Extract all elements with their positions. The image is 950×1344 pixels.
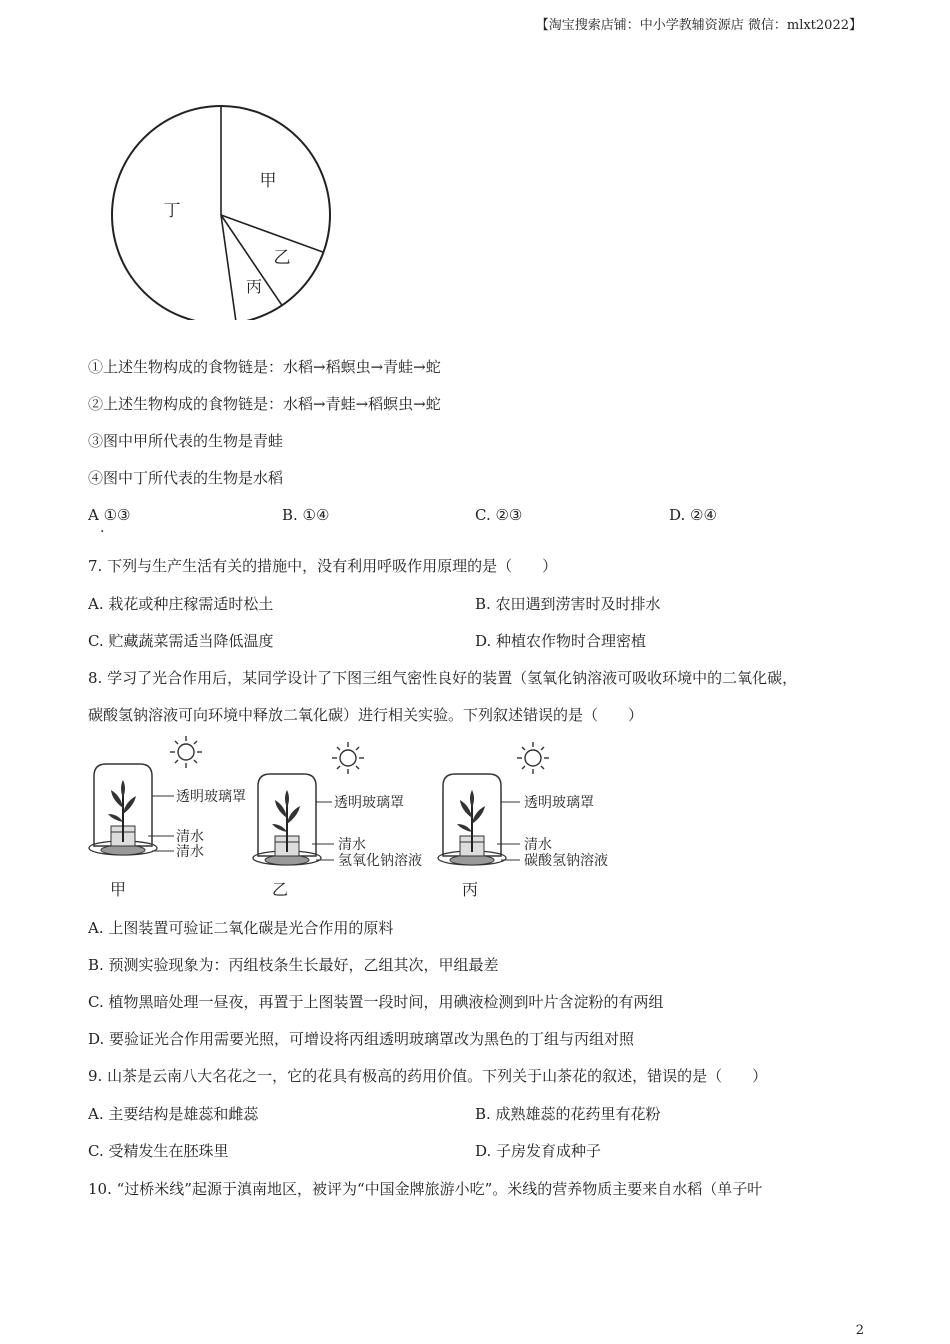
q8-option-c: C. 植物黑暗处理一昼夜，再置于上图装置一段时间，用碘液检测到叶片含淀粉的有两组: [88, 993, 664, 1011]
q6-option-c: C. ②③: [475, 506, 523, 524]
experiment-apparatus-figure: [88, 732, 648, 902]
fig-naoh-label-yi: 氢氧化钠溶液: [338, 853, 422, 869]
q8-option-b: B. 预测实验现象为：丙组枝条生长最好，乙组其次，甲组最差: [88, 956, 499, 974]
fig-water-label-bing: 清水: [524, 837, 552, 853]
q7-option-a: A. 栽花或种庄稼需适时松土: [88, 595, 274, 613]
q7-option-b: B. 农田遇到涝害时及时排水: [475, 595, 661, 613]
q6-option-b: B. ①④: [282, 506, 330, 524]
q9-stem: 9. 山茶是云南八大名花之一，它的花具有极高的药用价值。下列关于山茶花的叙述，错误的是（ ）: [88, 1067, 768, 1085]
page-number: 2: [855, 1323, 864, 1338]
q9-option-b: B. 成熟雄蕊的花药里有花粉: [475, 1105, 661, 1123]
fig-nahco3-label-bing: 碳酸氢钠溶液: [524, 853, 608, 869]
q7-stem: 7. 下列与生产生活有关的措施中，没有利用呼吸作用原理的是（ ）: [88, 557, 558, 575]
pie-label-ding: 丁: [163, 201, 181, 221]
pie-label-yi: 乙: [273, 248, 291, 268]
q7-option-d: D. 种植农作物时合理密植: [475, 632, 647, 650]
q8-option-d: D. 要验证光合作用需要光照，可增设将丙组透明玻璃罩改为黑色的丁组与丙组对照: [88, 1030, 635, 1048]
fig-cover-label-bing: 透明玻璃罩: [524, 795, 594, 811]
q9-option-a: A. 主要结构是雄蕊和雌蕊: [88, 1105, 259, 1123]
fig-group-jia: 甲: [110, 880, 127, 899]
pie-label-bing: 丙: [245, 277, 263, 296]
q8-option-a: A. 上图装置可验证二氧化碳是光合作用的原料: [88, 919, 394, 937]
statement-2: ②上述生物构成的食物链是：水稻→青蛙→稻螟虫→蛇: [88, 395, 441, 413]
fig-cover-label-yi: 透明玻璃罩: [334, 795, 404, 811]
q8-stem-line2: 碳酸氢钠溶液可向环境中释放二氧化碳）进行相关实验。下列叙述错误的是（ ）: [88, 706, 644, 724]
q10-stem: 10. “过桥米线”起源于滇南地区，被评为“中国金牌旅游小吃”。米线的营养物质主要来自水稻（单子叶: [88, 1180, 763, 1198]
q8-stem-line1: 8. 学习了光合作用后，某同学设计了下图三组气密性良好的装置（氢氧化钠溶液可吸收环境中的二氧化碳，: [88, 669, 798, 687]
fig-group-yi: 乙: [272, 880, 289, 899]
fig-water-label-jia: 清水: [176, 829, 204, 845]
q9-option-c: C. 受精发生在胚珠里: [88, 1142, 229, 1160]
pie-divider-1: [221, 215, 323, 252]
fig-cover-label-jia: 透明玻璃罩: [176, 789, 246, 805]
pie-divider-3: [221, 215, 236, 320]
q6-option-a: A ①③: [88, 506, 131, 524]
q9-option-d: D. 子房发育成种子: [475, 1142, 602, 1160]
statement-1: ①上述生物构成的食物链是：水稻→稻螟虫→青蛙→蛇: [88, 358, 441, 376]
pie-chart: [108, 70, 338, 320]
q6-dot-mark: ·: [100, 524, 105, 540]
statement-3: ③图中甲所代表的生物是青蛙: [88, 432, 284, 450]
fig-water2-label-jia: 清水: [176, 844, 204, 860]
statement-4: ④图中丁所代表的生物是水稻: [88, 469, 284, 487]
fig-group-bing: 丙: [462, 880, 479, 899]
fig-water-label-yi: 清水: [338, 837, 366, 853]
q6-option-d: D. ②④: [669, 506, 717, 524]
page-header: 【淘宝搜索店铺：中小学教辅资源店 微信：mlxt2022】: [535, 18, 862, 33]
q7-option-c: C. 贮藏蔬菜需适当降低温度: [88, 632, 274, 650]
pie-group: [112, 106, 330, 320]
pie-label-jia: 甲: [259, 171, 277, 191]
